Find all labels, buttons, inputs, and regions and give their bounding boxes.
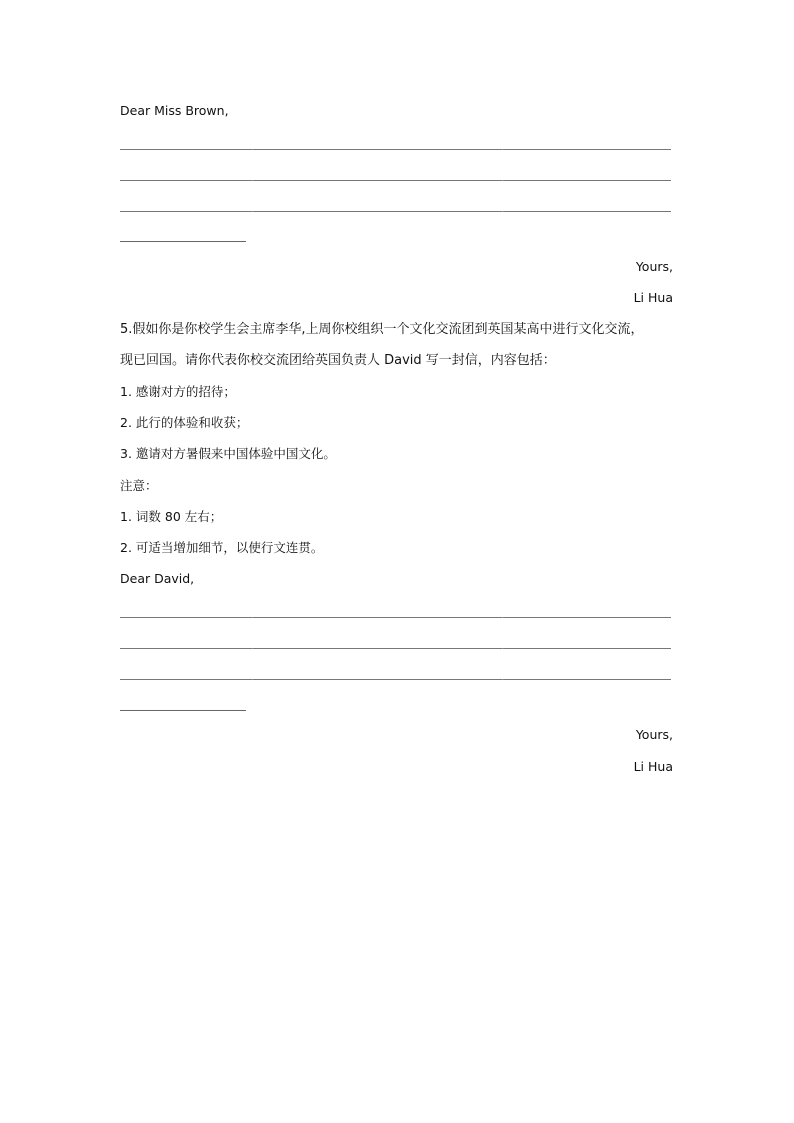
question-prompt-line2: 现已回国。请你代表你校交流团给英国负责人 David 写一封信，内容包括：: [120, 353, 556, 368]
letter2-salutation: Dear David,: [120, 571, 195, 586]
content-point: 2. 此行的体验和收获；: [120, 415, 249, 430]
letter1-closing: Yours,: [635, 259, 673, 274]
letter2-closing: Yours,: [635, 727, 673, 742]
content-point: 1. 感谢对方的招待；: [120, 384, 236, 399]
writing-line: [120, 149, 671, 150]
content-point: 3. 邀请对方暑假来中国体验中国文化。: [120, 446, 336, 461]
writing-line: [120, 648, 671, 649]
note-item: 2. 可适当增加细节，以使行文连贯。: [120, 540, 324, 555]
letter1-signature: Li Hua: [633, 290, 673, 305]
writing-line-short: [120, 241, 246, 242]
letter2-signature: Li Hua: [633, 759, 673, 774]
writing-line: [120, 180, 671, 181]
writing-line: [120, 679, 671, 680]
writing-line: [120, 211, 671, 212]
writing-line: [120, 617, 671, 618]
question-prompt-line1: 5.假如你是你校学生会主席李华,上周你校组织一个文化交流团到英国某高中进行文化交流，: [120, 322, 644, 337]
writing-line-short: [120, 710, 246, 711]
note-item: 1. 词数 80 左右；: [120, 509, 223, 524]
note-label: 注意：: [120, 478, 158, 493]
letter1-salutation: Dear Miss Brown,: [120, 103, 229, 118]
